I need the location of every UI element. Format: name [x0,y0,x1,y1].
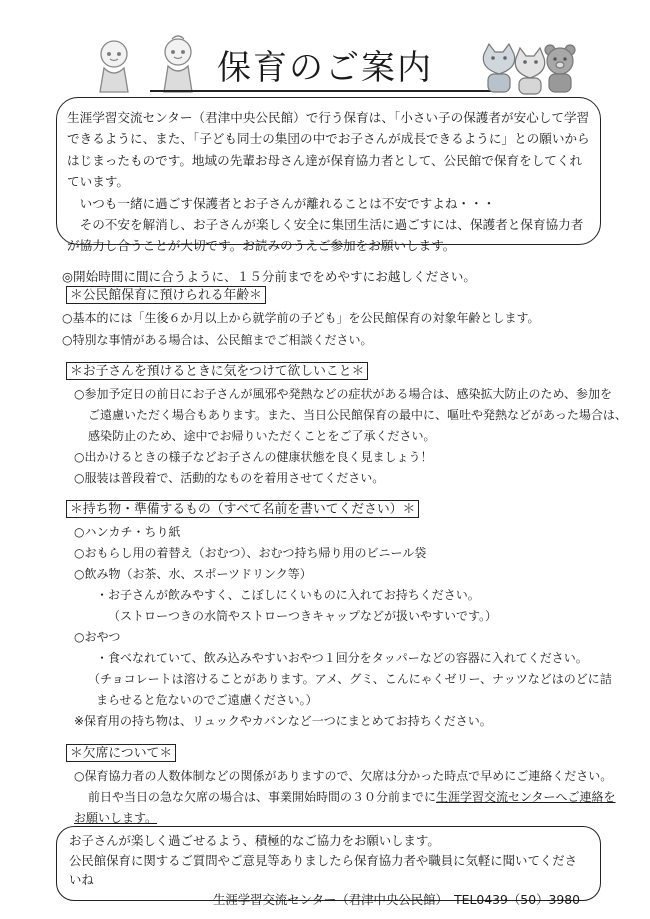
intro-paragraph: その不安を解消し、お子さんが楽しく安全に集団生活に過ごすには、保護者と保育協力者が協力し合うことが大切です。お読みのうえご参加をお願いします。 [67,217,584,254]
section-heading-items: ＊持ち物・準備するもの（すべて名前を書いてください）＊ [66,500,419,518]
absence-text: 前日や当日の急な欠席の場合は、事業開始時間の３０分前までに [88,790,437,804]
care-line: ○出かけるときの様子などお子さんの健康状態を良く見ましょう！ [74,450,433,464]
footer-box [56,826,601,907]
absence-line: お願いします。 [74,811,158,825]
arrival-notice: ◎開始時間に間に合うように、１５分前までをめやすにお越しください。 [62,269,476,284]
contact-center-text: 生涯学習交流センターへご連絡を [436,790,616,804]
items-line: まらせると危ないのでご遠慮ください。） [96,693,318,707]
absence-line: ○保育協力者の人数体制などの関係がありますので、欠席は分かった時点で早めにご連絡ください。 [74,769,613,783]
care-line: ○服装は普段着で、活動的なものを着用させてください。 [74,471,385,485]
items-line: ○おもらし用の着替え（おむつ）、おむつ持ち帰り用のビニール袋 [74,546,427,560]
age-line: ○基本的には「生後６か月以上から就学前の子ども」を公民館保育の対象年齢とします。 [62,311,540,325]
items-line: ○飲み物（お茶、水、スポーツドリンク等） [74,567,312,581]
section-heading-care: ＊お子さんを預けるときに気をつけて欲しいこと＊ [66,362,368,380]
contact-info: 生涯学習交流センター（君津中央公民館） TEL0439（50）3980 [212,891,580,907]
page-title: 保育のご案内 [217,48,433,88]
animal-illustration [478,40,578,96]
title-underline [150,90,500,92]
age-line: ○特別な事情がある場合は、公民館までご相談ください。 [62,333,373,347]
absence-line [88,788,616,805]
items-line: ・お子さんが飲みやすく、こぼしにくいものに入れてお持ちください。 [96,588,480,602]
footer-line: 公民館保育に関するご質問やご意見等ありましたら保育協力者や職員に気軽に聞いてくださいね [69,852,578,887]
intro-box [56,97,601,254]
section-heading-age: ＊公民館保育に預けられる年齢＊ [66,286,266,304]
items-line: ・食べなれていて、飲み込みやすいおやつ１回分をタッパーなどの容器に入れてください。 [96,651,588,665]
care-line: ○参加予定日の前日にお子さんが風邪や発熱などの症状がある場合は、感染拡大防止のため、参加を [74,387,612,401]
care-line: ご遠慮いただく場合もあります。また、当日公民館保育の最中に、嘔吐や発熱などがあった場合は、 [88,408,627,422]
items-line: （ストローつきの水筒やストローつきキャップなどが扱いやすいです。） [108,609,498,623]
footer-line: お子さんが楽しく過ごせるよう、積極的なご協力をお願いします。 [69,833,440,848]
items-line: ○おやつ [74,630,121,644]
items-line: ○ハンカチ・ちり紙 [74,525,181,539]
items-line: ※保育用の持ち物は、リュックやカバンなど一つにまとめてお持ちください。 [74,714,492,728]
items-line: （チョコレートは溶けることがあります。アメ、グミ、こんにゃくゼリー、ナッツなどはのどに詰 [88,672,612,686]
section-heading-absence: ＊欠席について＊ [66,744,176,762]
care-line: 感染防止のため、途中でお帰りいただくことをご了承ください。 [88,429,436,443]
intro-paragraph: 生涯学習交流センター（君津中央公民館）で行う保育は、「小さい子の保護者が安心して学習できるように、また、「子ども同士の集団の中でお子さんが成長できるように」との願いからはじまったものです。地域の先輩お母さん達が保育協力者として、公民館で保育をしてくれています。 [67,110,590,190]
intro-paragraph: いつも一緒に過ごす保護者とお子さんが離れることは不安ですよね・・・ [67,195,496,211]
